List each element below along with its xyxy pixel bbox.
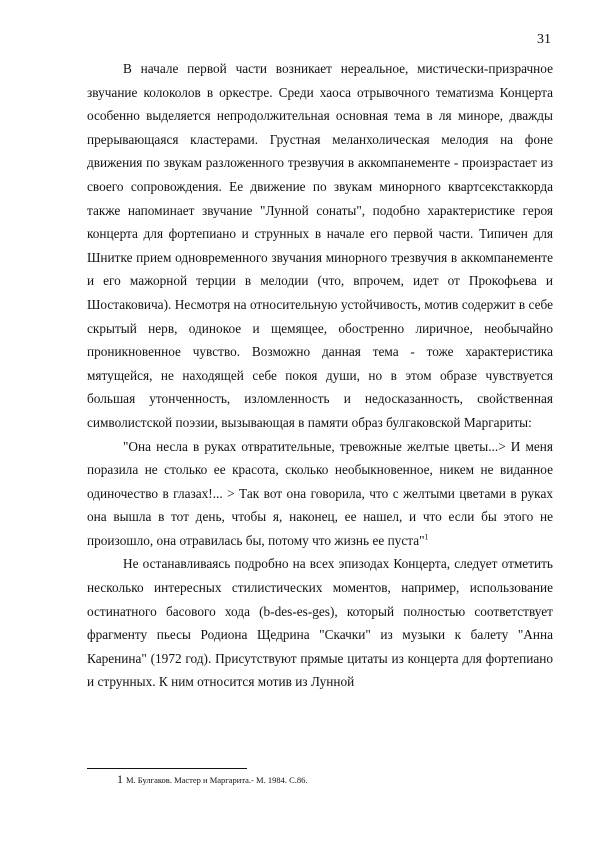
body-text (87, 57, 553, 694)
footnote-number: 1 (117, 772, 123, 786)
quote-paragraph (87, 435, 553, 553)
paragraph-intro: В начале первой части возникает нереальное, мистически-призрачное звучание колоколов в оркестре. Среди хаоса отрывочного тематизма Концерта особенно выделяется непродолжительная основная тема в ля миноре, дважды прерывающаяся кластерами. Грустная меланхолическая мелодия на фоне движения по звукам разложенного трезвучия в аккомпанементе - произрастает из своего сопровождения. Ее движение по звукам минорного квартсекстаккорда также напоминает звучание "Лунной сонаты", подобно характеристике героя концерта для фортепиано и струнных в начале его первой части. Типичен для Шнитке прием одновременного звучания минорного трезвучия в аккомпанементе и его мажорной терции в мелодии (что, впрочем, идет от Прокофьева и Шостаковича). Несмотря на относительную устойчивость, мотив содержит в себе скрытый нерв, одинокое и щемящее, обостренно лиричное, необычайно проникновенное чувство. Возможно данная тема - тоже характеристика мятущейся, не находящей себе покоя души, но в этом образе чувствуется большая утонченность, изломленность и недосказанность, свойственная символистской поэзии, вызывающая в памяти образ булгаковской Маргариты: (87, 61, 553, 430)
footnote-text: М. Булгаков. Мастер и Маргарита.- М. 1984. С.86. (126, 775, 308, 785)
footnote-divider (87, 768, 247, 769)
footnote-reference[interactable]: 1 (424, 532, 429, 542)
page-number: 31 (537, 32, 551, 47)
footnote (117, 773, 308, 786)
quote-text: "Она несла в руках отвратительные, тревожные желтые цветы...> И меня поразила не столько ее красота, сколько необыкновенное, никем не виданное одиночество в глазах!... > Так вот она говорила, что с желтыми цветами в руках она вышла в тот день, чтобы я, наконец, ее нашел, и что если бы этого не произошло, она отравилась бы, потому что жизнь ее пуста" (87, 438, 553, 548)
paragraph-concerto-episodes: Не останавливаясь подробно на всех эпизодах Концерта, следует отметить несколько интересных стилистических моментов, например, использование остинатного басового хода (b-des-es-ges), который полностью соответствует фрагменту пьесы Родиона Щедрина "Скачки" из музыки к балету "Анна Каренина" (1972 год). Присутствуют прямые цитаты из концерта для фортепиано и струнных. К ним относится мотив из Лунной (87, 556, 553, 690)
